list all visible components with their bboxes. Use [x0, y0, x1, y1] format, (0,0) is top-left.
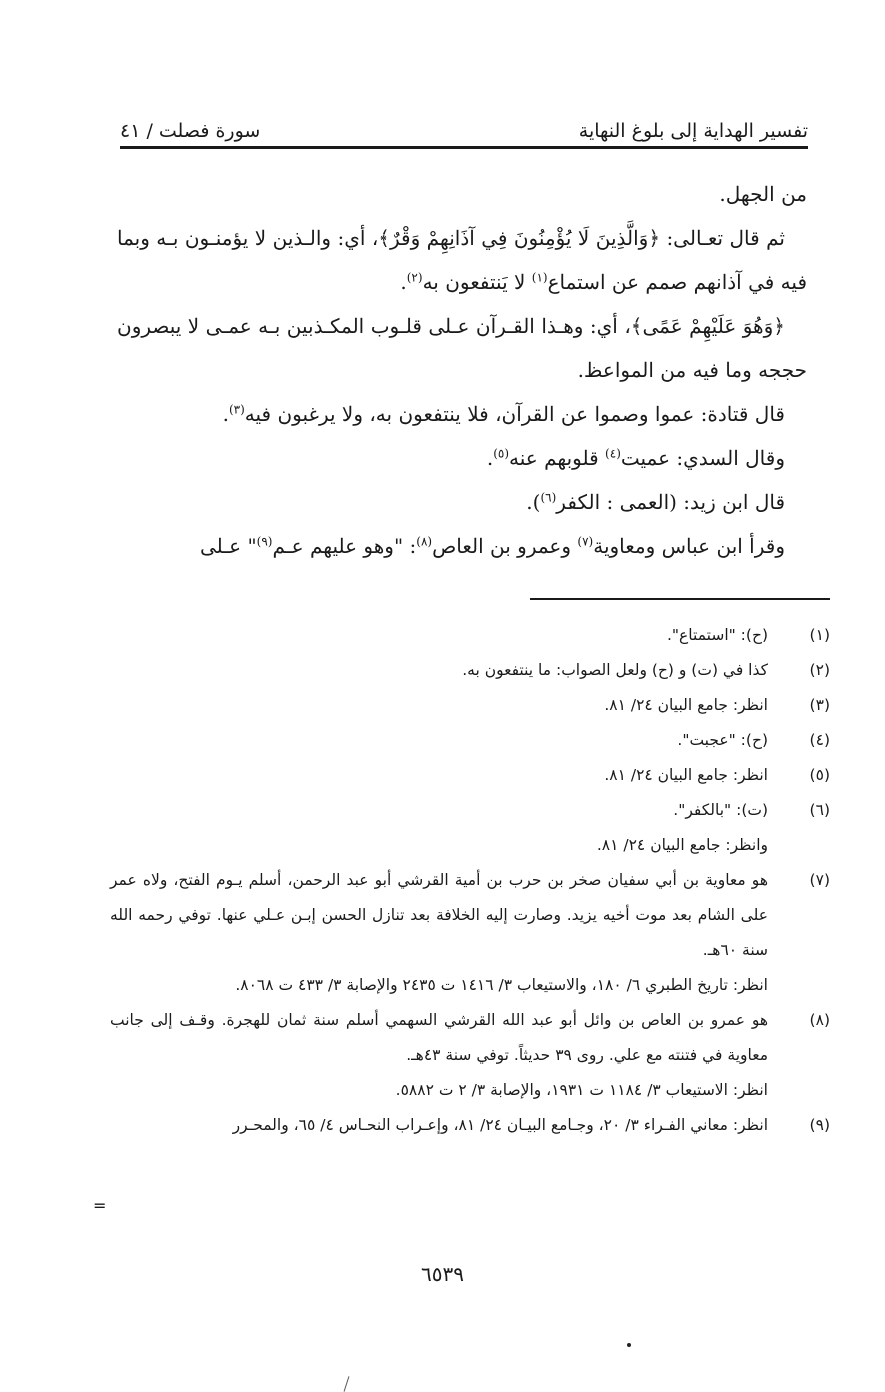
footnote-number: (١): [809, 626, 830, 644]
footnote-text: كذا في (ت) و (ح) ولعل الصواب: ما ينتفعون به.: [462, 661, 768, 679]
footnote-ref-4: (٤): [605, 446, 621, 461]
footnote-ref-9: (٩): [256, 534, 273, 549]
footnote-ref-8: (٨): [416, 534, 433, 549]
footnote-number: (٣): [809, 696, 830, 714]
footnote-text: (ح): "استمتاع".: [666, 626, 768, 644]
footnote-text: هو معاوية بن أبي سفيان صخر بن حرب بن أمية القرشي أبو عبد الرحمن، أسلم يـوم الفتح، ولاه عمر على الشام بعد موت أخيه يزيد. وصارت إليه الخلافة بعد تنازل الحسن إبـن عـلي عنها. توفي رحمه الله سنة ٦٠هـ.: [110, 871, 768, 959]
footnote-number: (٤): [809, 731, 830, 749]
paragraph-2: ثم قال تعـالى: ﴿وَالَّذِينَ لَا يُؤْمِنُونَ فِي آذَانِهِمْ وَقْرٌ﴾، أي: والـذين لا يؤمنـون بـه وبما فيه في آذانهم صمم عن استماع$^{(١)}$ لا يَنتفعون به$^{(٢)}$.: [117, 226, 807, 294]
footnote-text: انظر: تاريخ الطبري ٦/ ١٨٠، والاستيعاب ٣/ ١٤١٦ ت ٢٤٣٥ والإصابة ٣/ ٤٣٣ ت ٨٠٦٨.: [235, 976, 768, 994]
running-header: [120, 108, 808, 142]
header-rule: [120, 146, 808, 149]
footnote-ref-3: (٣): [228, 402, 245, 417]
footnote-8: [110, 1003, 830, 1108]
paragraph-7: وقرأ ابن عباس ومعاوية$^{(٧)}$ وعمرو بن العاص$^{(٨)}$: "وهو عليهم عـم$^{(٩)}$" عـلى: [200, 534, 785, 558]
footnote-ref-7: (٧): [577, 534, 594, 549]
footnote-text: (ح): "عجبت".: [677, 731, 768, 749]
main-text: [117, 172, 807, 568]
footnote-text: انظر: جامع البيان ٢٤/ ٨١.: [604, 696, 768, 714]
footnote-4: [110, 723, 830, 758]
footnote-text: انظر: جامع البيان ٢٤/ ٨١.: [604, 766, 768, 784]
paragraph-5: وقال السدي: عميت$^{(٤)}$ قلوبهم عنه$^{(٥)}$.: [486, 446, 785, 470]
footnote-text: (ت): "بالكفر".: [673, 801, 768, 819]
footnote-6: [110, 793, 830, 863]
footnote-number: (٨): [809, 1011, 830, 1029]
footnote-number: (٦): [809, 801, 830, 819]
scan-mark: [344, 1376, 350, 1392]
paragraph-4: قال قتادة: عموا وصموا عن القرآن، فلا ينتفعون به، ولا يرغبون فيه$^{(٣)}$.: [222, 402, 785, 426]
page-number: ٦٥٣٩: [421, 1262, 464, 1286]
footnote-number: (٢): [809, 661, 830, 679]
footnote-number: (٥): [809, 766, 830, 784]
footnote-text: هو عمرو بن العاص بن وائل أبو عبد الله القرشي السهمي أسلم سنة ثمان للهجرة. وقـف إلى جانب معاوية في فتنته مع علي. روى ٣٩ حديثاً. توفي سنة ٤٣هـ.: [110, 1011, 768, 1064]
footnote-text: وانظر: جامع البيان ٢٤/ ٨١.: [596, 836, 768, 854]
footnote-7: [110, 863, 830, 1003]
footnote-9: [110, 1108, 830, 1143]
footnote-text: انظر: الاستيعاب ٣/ ١١٨٤ ت ١٩٣١، والإصابة ٣/ ٢ ت ٥٨٨٢.: [395, 1081, 768, 1099]
footnotes: [110, 618, 830, 1143]
footnote-ref-6: (٦): [540, 490, 557, 505]
footnote-number: (٩): [809, 1116, 830, 1134]
footnote-ref-2: (٢): [406, 270, 423, 285]
paragraph-3: ﴿وَهُوَ عَلَيْهِمْ عَمًى﴾، أي: وهـذا القـرآن عـلى قلـوب المكـذبين بـه عمـى لا يبصرون حججه وما فيه من المواعظ.: [117, 314, 807, 382]
paragraph-1: من الجهل.: [719, 182, 807, 206]
book-title: تفسير الهداية إلى بلوغ النهاية: [578, 120, 808, 142]
surah-reference: سورة فصلت / ٤١: [120, 120, 261, 142]
paragraph-6: قال ابن زيد: (العمى : الكفر$^{(٦)}$).: [526, 490, 785, 514]
continuation-mark: =: [93, 1196, 107, 1215]
footnote-3: [110, 688, 830, 723]
footnote-5: [110, 758, 830, 793]
footnote-ref-1: (١): [531, 270, 548, 285]
footnote-number: (٧): [809, 871, 830, 889]
footnote-ref-5: (٥): [493, 446, 510, 461]
footnote-2: [110, 653, 830, 688]
footnote-1: [110, 618, 830, 653]
footnote-separator: [530, 598, 830, 600]
scan-speck: [627, 1343, 631, 1347]
footnote-text: انظر: معاني الفـراء ٣/ ٢٠، وجـامع البيـان ٢٤/ ٨١، وإعـراب النحـاس ٤/ ٦٥، والمحـرر: [232, 1116, 768, 1134]
